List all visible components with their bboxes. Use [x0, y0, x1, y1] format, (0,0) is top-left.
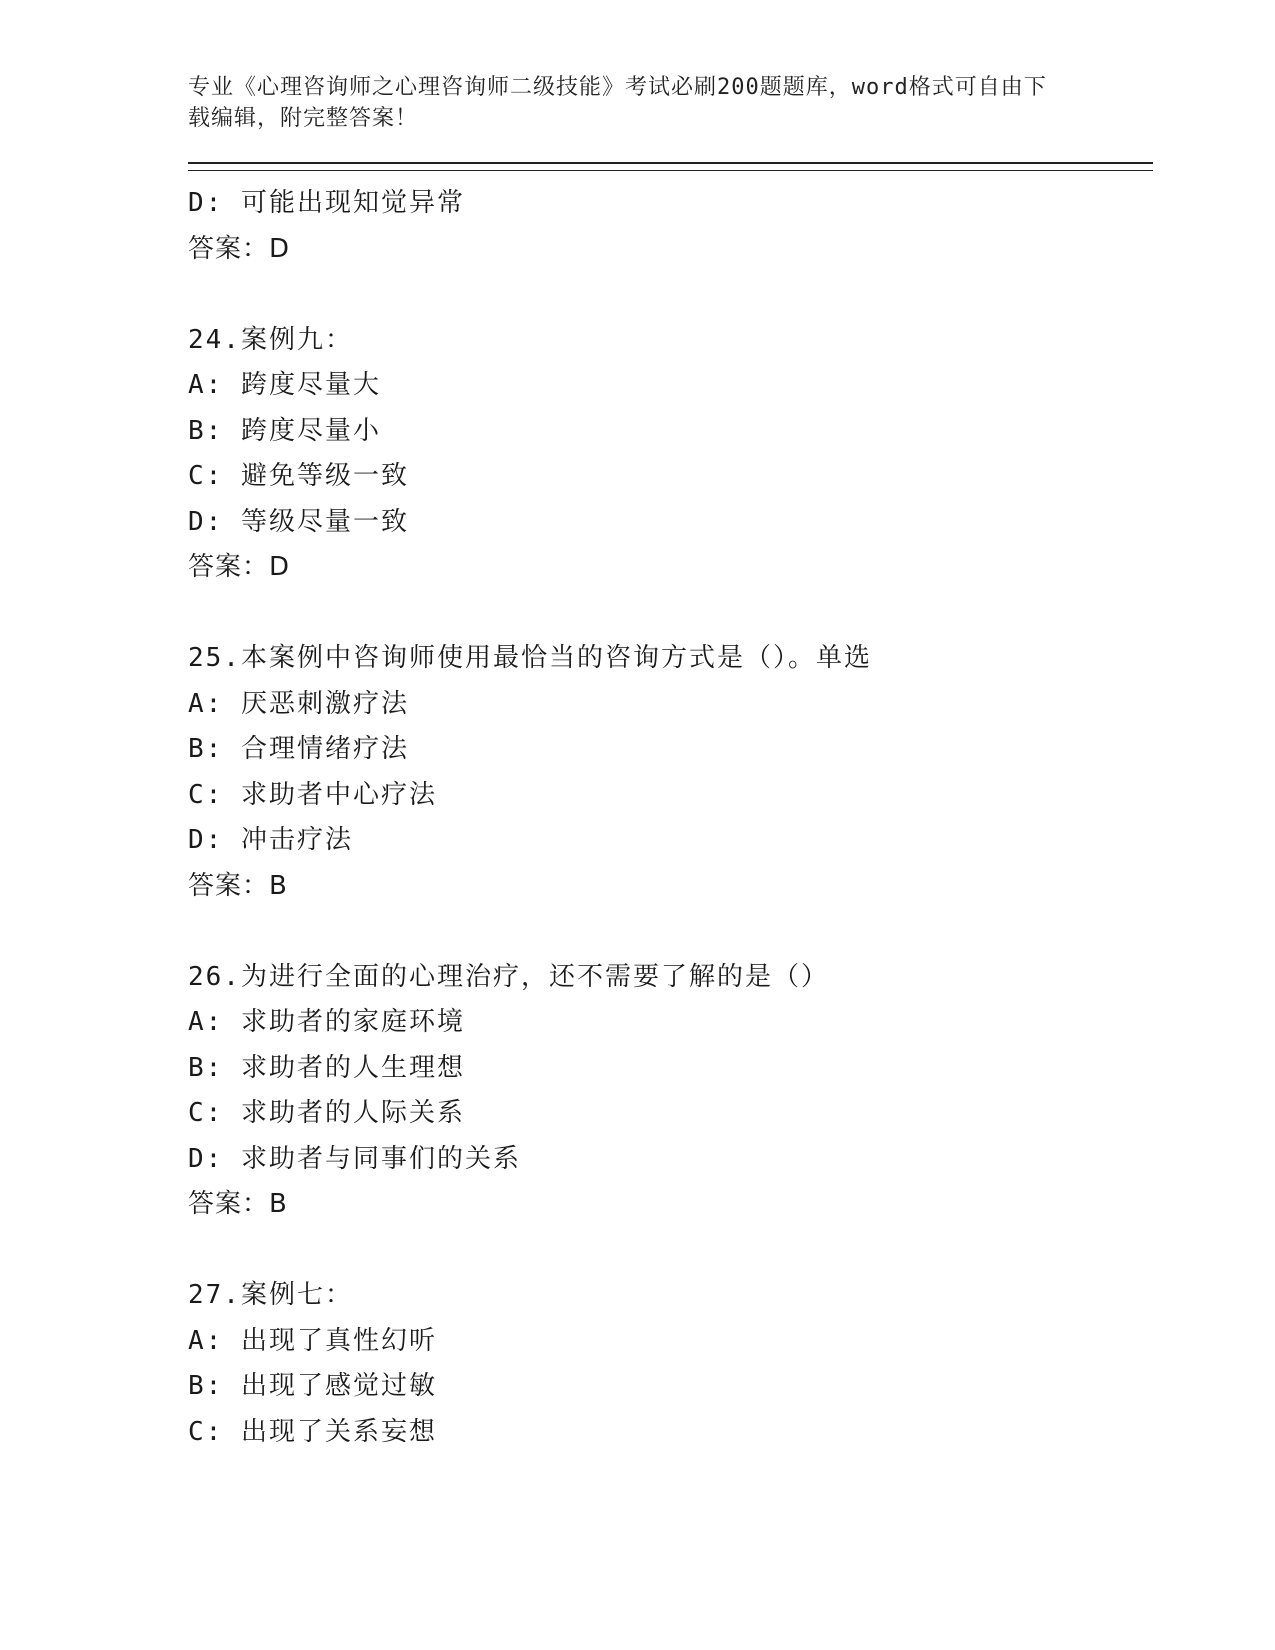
document-header: 专业《心理咨询师之心理咨询师二级技能》考试必刷200题题库，word格式可自由下载编辑，附完整答案！: [188, 75, 1047, 131]
answer-line: 答案：B: [188, 1189, 288, 1219]
question-list: [188, 181, 1153, 1455]
answer-line: 答案：B: [188, 870, 288, 901]
spacer: [188, 1228, 1153, 1274]
question-stem: 27.案例七：: [188, 1280, 353, 1310]
document-page: [188, 72, 1153, 1455]
option-b: B: 求助者的人生理想: [188, 1052, 465, 1083]
option-a: A: 求助者的家庭环境: [188, 1007, 465, 1037]
option-a: A: 跨度尽量大: [188, 370, 381, 400]
option-b: B: 出现了感觉过敏: [188, 1371, 437, 1401]
answer-line: 答案：D: [188, 552, 291, 582]
option-b: B: 跨度尽量小: [188, 415, 381, 446]
option-a: A: 厌恶刺激疗法: [188, 688, 409, 719]
question-stem: 26.为进行全面的心理治疗，还不需要了解的是（）: [188, 961, 829, 992]
option-c: C: 出现了关系妄想: [188, 1416, 437, 1447]
option-d: D: 冲击疗法: [188, 825, 353, 855]
spacer: [188, 909, 1153, 955]
option-d: D: 等级尽量一致: [188, 506, 409, 537]
spacer: [188, 591, 1153, 637]
question-stem: 25.本案例中咨询师使用最恰当的咨询方式是（）。单选: [188, 643, 872, 673]
option-d: D: 可能出现知觉异常: [188, 188, 465, 218]
option-c: C: 求助者中心疗法: [188, 779, 437, 810]
question-stem: 24.案例九：: [188, 324, 353, 355]
option-c: C: 求助者的人际关系: [188, 1098, 465, 1128]
option-c: C: 避免等级一致: [188, 461, 409, 491]
answer-line: 答案：D: [188, 233, 291, 264]
header-divider: [188, 162, 1153, 171]
option-b: B: 合理情绪疗法: [188, 734, 409, 764]
option-a: A: 出现了真性幻听: [188, 1325, 437, 1356]
spacer: [188, 272, 1153, 318]
option-d: D: 求助者与同事们的关系: [188, 1143, 521, 1174]
